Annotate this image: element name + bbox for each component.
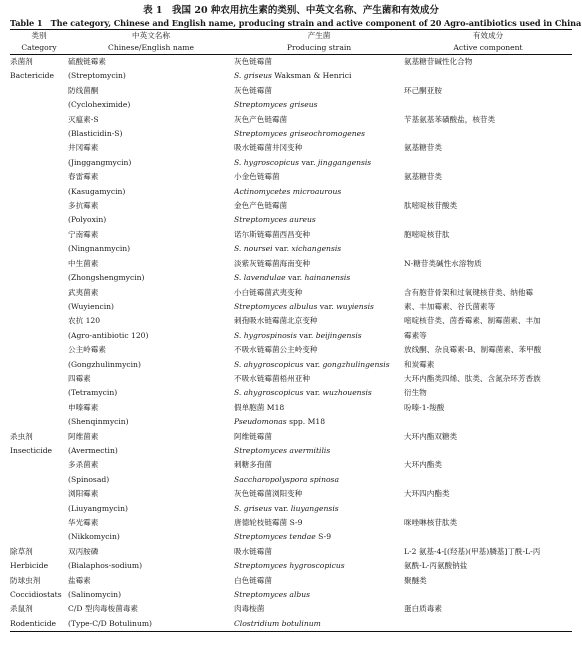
name-cell: (Ningnanmycin) [68, 244, 131, 254]
category-cell [10, 487, 68, 501]
component-cell [404, 530, 572, 544]
component-cell: 肽嘧啶核苷酸类 [404, 201, 458, 211]
name-cell: C/D 型肉毒梭菌毒素 [68, 604, 139, 614]
component-cell [404, 156, 572, 170]
name-cell: (Avermectin) [68, 445, 118, 455]
header-strain-cn: 产生菌 [307, 31, 331, 40]
table-row [10, 502, 572, 516]
strain-cell: Pseudomonas spp. M18 [234, 417, 326, 427]
category-cell: Coccidiostats [10, 590, 62, 600]
name-cell: (Agro-antibiotic 120) [68, 330, 149, 340]
category-cell [10, 386, 68, 400]
table-row [10, 286, 572, 300]
category-cell [10, 98, 68, 112]
antibiotics-table [10, 30, 572, 631]
table-row [10, 199, 572, 213]
strain-cell: 唐德轮枝链霉菌 S-9 [234, 518, 303, 527]
table-row [10, 170, 572, 184]
category-cell: 杀菌剂 [10, 57, 33, 66]
category-cell [10, 271, 68, 285]
table-row [10, 386, 572, 400]
table-row [10, 329, 572, 343]
name-cell: 盐霉素 [68, 575, 91, 585]
category-cell [10, 502, 68, 516]
component-cell: 蛋白质毒素 [404, 604, 442, 614]
name-cell: (Liuyangmycin) [68, 503, 128, 513]
table-row [10, 156, 572, 170]
strain-cell: 白色链霉菌 [234, 575, 272, 585]
strain-cell: 小白链霉菌武夷变种 [234, 287, 303, 297]
strain-cell: 假单胞菌 M18 [234, 402, 285, 412]
table-row [10, 559, 572, 573]
category-cell [10, 401, 68, 415]
strain-cell: 金色产色链霉菌 [234, 201, 288, 211]
strain-cell: S. ahygroscopicus var. wuzhouensis [234, 388, 372, 398]
table-row [10, 228, 572, 242]
component-cell: 氨酰-L-丙氨酸钠盐 [404, 561, 468, 571]
category-cell [10, 228, 68, 242]
table-row [10, 185, 572, 199]
category-cell [10, 300, 68, 314]
name-cell: (Type-C/D Botulinum) [68, 618, 153, 628]
name-cell: 武夷菌素 [68, 287, 99, 297]
name-cell: 春雷霉素 [68, 172, 99, 182]
category-cell [10, 84, 68, 98]
category-cell [10, 415, 68, 429]
strain-cell: Clostridium botulinum [234, 618, 321, 628]
strain-cell: 灰色链霉菌 [234, 85, 272, 95]
category-cell [10, 516, 68, 530]
name-cell: (Polyoxin) [68, 215, 107, 225]
strain-cell: S. ahygroscopicus var. gongzhulingensis [234, 359, 390, 369]
name-cell: 灭瘟素-S [68, 114, 99, 124]
table-row [10, 588, 572, 602]
strain-cell: 刺孢吸水链霉菌北京变种 [234, 316, 318, 326]
name-cell: 宁南霉素 [68, 229, 99, 239]
table-row [10, 314, 572, 328]
component-cell [404, 617, 572, 631]
strain-cell: 不吸水链霉菌梧州亚种 [234, 373, 310, 383]
name-cell: (Spinosad) [68, 474, 110, 484]
table-header [10, 30, 572, 55]
category-cell [10, 213, 68, 227]
name-cell: (Gongzhulinmycin) [68, 359, 141, 369]
component-cell: 吩嗪-1-羧酸 [404, 402, 445, 412]
category-cell: Bactericide [10, 71, 55, 81]
component-cell [404, 127, 572, 141]
component-cell [404, 213, 572, 227]
component-cell [404, 185, 572, 199]
strain-cell: Streptomyces tendae S-9 [234, 532, 332, 542]
strain-cell: 吸水链霉菌井冈变种 [234, 143, 303, 153]
name-cell: (Kasugamycin) [68, 186, 126, 196]
table-row [10, 55, 572, 69]
table-row [10, 545, 572, 559]
table-row [10, 430, 572, 444]
table-row [10, 372, 572, 386]
strain-cell: Streptomyces avermitilis [234, 445, 331, 455]
table-row [10, 98, 572, 112]
name-cell: 中生菌素 [68, 258, 99, 268]
name-cell: 多杀菌素 [68, 460, 99, 470]
name-cell: (Jinggangmycin) [68, 157, 132, 167]
category-cell [10, 199, 68, 213]
strain-cell: 诺尔斯链霉菌西昌变种 [234, 229, 310, 239]
header-category-cn: 类别 [31, 31, 47, 40]
header-name-cn: 中英文名称 [132, 31, 170, 40]
table-row [10, 242, 572, 256]
strain-cell: 淡紫灰链霉菌海南变种 [234, 258, 310, 268]
category-cell: 防球虫剂 [10, 575, 41, 585]
component-cell: 大环四内酯类 [404, 489, 450, 499]
category-cell: Rodenticide [10, 618, 57, 628]
component-cell: N-糖苷类碱性水溶物质 [404, 258, 482, 268]
name-cell: 双丙胺磷 [68, 546, 99, 556]
strain-cell: Streptomyces griseochromogenes [234, 129, 366, 139]
name-cell: (Tetramycin) [68, 388, 118, 398]
strain-cell: Streptomyces hygroscopicus [234, 561, 345, 571]
table-row [10, 487, 572, 501]
category-cell [10, 358, 68, 372]
strain-cell: 灰色产色链霉菌 [234, 114, 288, 124]
component-cell: 含有胞苷骨架和过氧键核苷类、纳他霉 [404, 287, 534, 297]
category-cell [10, 242, 68, 256]
name-cell: (Cycloheximide) [68, 100, 131, 110]
strain-cell: Streptomyces albus [234, 590, 311, 600]
component-cell: 咪唑啉核苷肽类 [404, 518, 458, 527]
name-cell: 浏阳霉素 [68, 489, 99, 499]
bottom-rule [10, 631, 572, 632]
name-cell: 华光霉素 [68, 518, 99, 527]
table-row [10, 343, 572, 357]
category-cell [10, 286, 68, 300]
strain-cell: Streptomyces albulus var. wuyiensis [234, 301, 374, 311]
category-cell [10, 156, 68, 170]
table-row [10, 113, 572, 127]
name-cell: 四霉素 [68, 373, 91, 383]
table-caption-en: Table 1 The category, Chinese and English name, producing strain and active component of 20 Agro-antibiotics used in China [10, 18, 582, 28]
component-cell: 氨基糖苷类 [404, 172, 442, 182]
category-cell [10, 113, 68, 127]
header-component-en: Active component [453, 43, 523, 52]
strain-cell: 灰色链霉菌浏阳变种 [234, 489, 303, 499]
category-cell [10, 127, 68, 141]
strain-cell: Actinomycetes microaurous [234, 186, 342, 196]
name-cell: (Blasticidin-S) [68, 129, 123, 139]
component-cell [404, 502, 572, 516]
component-cell: 霉素等 [404, 330, 427, 340]
strain-cell: Streptomyces aureus [234, 215, 316, 225]
table-body [10, 55, 572, 631]
name-cell: 多抗霉素 [68, 201, 99, 211]
table-row [10, 271, 572, 285]
component-cell: 大环内酯双糖类 [404, 431, 458, 441]
table-row [10, 300, 572, 314]
header-component-cn: 有效成分 [472, 31, 504, 40]
category-cell [10, 170, 68, 184]
name-cell: (Zhongshengmycin) [68, 273, 145, 283]
name-cell: (Wuyiencin) [68, 301, 114, 311]
component-cell: 氨基糖苷类 [404, 143, 442, 153]
component-cell [404, 588, 572, 602]
strain-cell: 小金色链霉菌 [234, 172, 280, 182]
component-cell: 胞嘧啶核苷肽 [404, 229, 450, 239]
component-cell: 环己酮亚胺 [404, 85, 442, 95]
name-cell: 井冈霉素 [68, 143, 99, 153]
table-row [10, 473, 572, 487]
component-cell [404, 415, 572, 429]
name-cell: 农抗 120 [68, 316, 101, 326]
strain-cell: 阿维链霉菌 [234, 431, 272, 441]
table-row [10, 530, 572, 544]
table-row [10, 84, 572, 98]
table-row [10, 617, 572, 631]
table-row [10, 141, 572, 155]
component-cell: 苄基氨基苯磺酸盐，核苷类 [404, 114, 496, 124]
name-cell: 公主岭霉素 [68, 345, 106, 355]
name-cell: (Streptomycin) [68, 71, 126, 81]
component-cell: 放线酮、杂良霉素-B、制霉菌素、苯甲酸 [404, 345, 542, 355]
strain-cell: S. hygroscopicus var. jinggangensis [234, 157, 372, 167]
name-cell: (Shenqinmycin) [68, 417, 129, 427]
category-cell [10, 473, 68, 487]
table-row [10, 401, 572, 415]
category-cell [10, 343, 68, 357]
table-row [10, 358, 572, 372]
component-cell: 衍生物 [404, 388, 427, 398]
component-cell: L-2 氨基-4-[(羟基)(甲基)膦基]丁酰-L-丙 [404, 546, 541, 556]
strain-cell: Streptomyces griseus [234, 100, 318, 110]
category-cell: 除草剂 [10, 546, 33, 556]
strain-cell: 灰色链霉菌 [234, 57, 272, 66]
category-cell [10, 257, 68, 271]
name-cell: 阿维菌素 [68, 431, 99, 441]
component-cell [404, 242, 572, 256]
strain-cell: 刺糖多孢菌 [234, 460, 272, 470]
category-cell [10, 185, 68, 199]
table-row [10, 602, 572, 616]
strain-cell: S. hygrospinosis var. beijingensis [234, 330, 362, 340]
strain-cell: 不吸水链霉菌公主岭变种 [234, 345, 318, 355]
table-row [10, 127, 572, 141]
name-cell: (Salinomycin) [68, 590, 122, 600]
name-cell: 申嗪霉素 [68, 402, 99, 412]
header-name-en: Chinese/English name [108, 43, 194, 52]
header-strain-en: Producing strain [286, 43, 352, 52]
component-cell: 大环内酯类四烯、肽类、含氮杂环芳香族 [404, 373, 541, 383]
table-row [10, 458, 572, 472]
category-cell [10, 458, 68, 472]
category-cell [10, 314, 68, 328]
category-cell [10, 141, 68, 155]
strain-cell: Saccharopolyspora spinosa [234, 474, 339, 484]
component-cell: 聚醚类 [404, 575, 427, 585]
strain-cell: S. noursei var. xichangensis [234, 244, 342, 254]
header-category-en: Category [21, 43, 57, 52]
table-row [10, 213, 572, 227]
table-row [10, 444, 572, 458]
component-cell: 大环内酯类 [404, 460, 442, 470]
name-cell: (Nikkomycin) [68, 532, 120, 542]
name-cell: (Bialaphos-sodium) [68, 561, 143, 571]
strain-cell: S. griseus var. liuyangensis [234, 503, 339, 513]
table-caption-cn: 表 1 我国 20 种农用抗生素的类别、中英文名称、产生菌和有效成分 [143, 5, 439, 16]
component-cell [404, 271, 572, 285]
component-cell: 氨基糖苷碱性化合物 [404, 57, 473, 66]
category-cell [10, 372, 68, 386]
table-row [10, 574, 572, 588]
component-cell [404, 473, 572, 487]
table-row [10, 516, 572, 530]
table-row [10, 257, 572, 271]
strain-cell: S. lavendulae var. hainanensis [234, 273, 351, 283]
component-cell: 和炭霉素 [404, 359, 435, 369]
category-cell [10, 329, 68, 343]
category-cell: Insecticide [10, 445, 53, 455]
table-row [10, 69, 572, 83]
component-cell: 嘧啶核苷类、茵香霉素、制霉菌素、丰加 [404, 316, 541, 326]
component-cell [404, 444, 572, 458]
strain-cell: 吸水链霉菌 [234, 546, 272, 556]
component-cell: 素、丰加霉素、谷氏菌素等 [404, 301, 496, 311]
component-cell [404, 69, 572, 83]
strain-cell: S. griseus Waksman & Henrici [234, 71, 352, 81]
component-cell [404, 98, 572, 112]
table-row [10, 415, 572, 429]
name-cell: 硫酸链霉素 [68, 57, 106, 66]
category-cell: Herbicide [10, 561, 49, 571]
category-cell [10, 530, 68, 544]
strain-cell: 肉毒梭菌 [234, 604, 265, 614]
category-cell: 杀鼠剂 [10, 604, 33, 614]
category-cell: 杀虫剂 [10, 431, 33, 441]
name-cell: 防线菌酮 [68, 85, 99, 95]
